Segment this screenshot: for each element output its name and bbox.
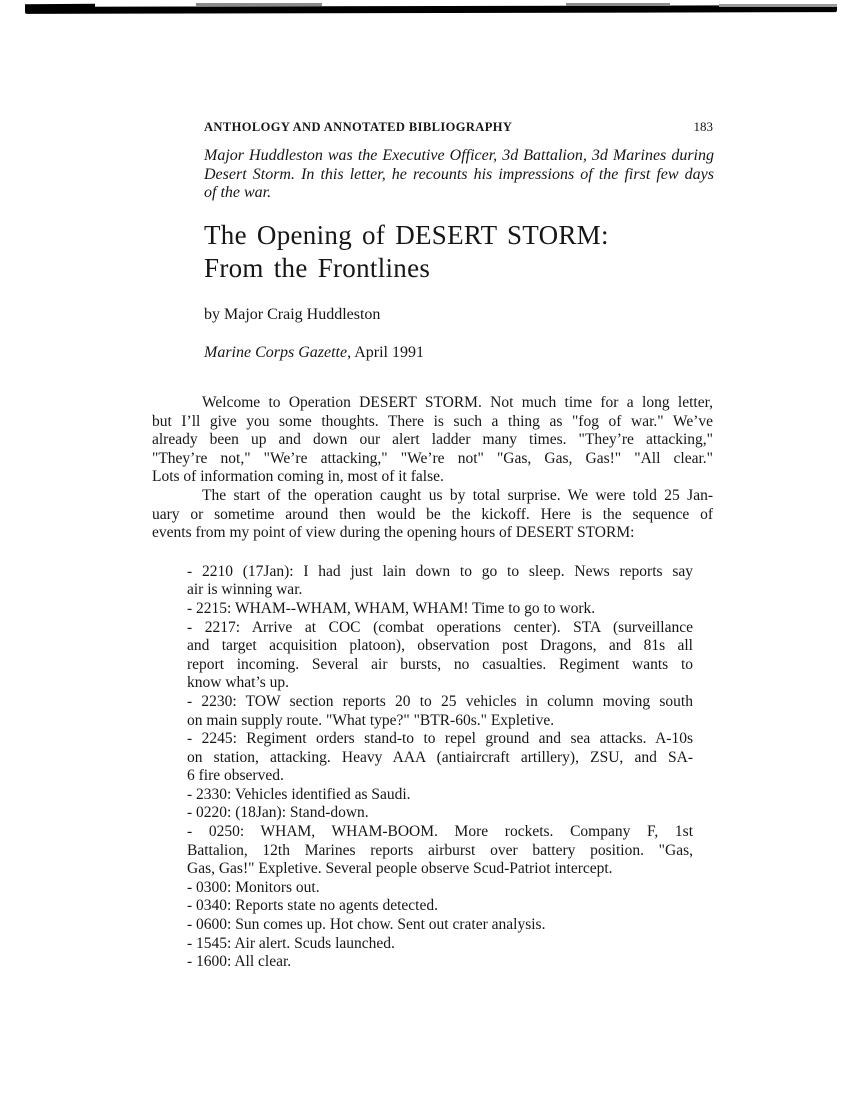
text-line: events from my point of view during the opening hours of DESERT STORM: <box>152 524 635 542</box>
text-line: report incoming. Several air bursts, no casualties. Regiment wants to <box>187 655 693 673</box>
scan-artifact-blob <box>25 4 95 9</box>
letter-body <box>152 394 713 972</box>
text-line: - 2245: Regiment orders stand-to to repel ground and sea attacks. A-10s <box>187 730 693 748</box>
paragraph <box>152 394 713 487</box>
text-line: "They’re not," "We’re attacking," "We’re not" "Gas, Gas, Gas!" "All clear." <box>152 449 713 467</box>
text-line: - 1600: All clear. <box>187 953 292 971</box>
text-line: Lots of information coming in, most of it false. <box>152 468 444 486</box>
text-line: - 2215: WHAM--WHAM, WHAM, WHAM! Time to go to work. <box>187 599 596 617</box>
timeline-entry <box>187 879 693 898</box>
timeline-entry <box>187 897 693 916</box>
timeline-entry <box>187 786 693 805</box>
text-line: Welcome to Operation DESERT STORM. Not much time for a long letter, <box>202 394 713 411</box>
editorial-note <box>204 147 714 203</box>
text-line: - 0220: (18Jan): Stand-down. <box>187 804 369 822</box>
text-line: 6 fire observed. <box>187 767 284 785</box>
text-line: but I’ll give you some thoughts. There is such a thing as "fog of war." We’ve <box>152 412 713 430</box>
timeline-entry <box>187 693 693 730</box>
article-title <box>204 219 713 285</box>
text-line: - 2330: Vehicles identified as Saudi. <box>187 785 411 803</box>
text-line: Desert Storm. In this letter, he recounts his impressions of the first few days <box>204 165 714 183</box>
text-line: already been up and down our alert ladder many times. "They’re attacking," <box>152 431 713 449</box>
text-line: - 0600: Sun comes up. Hot chow. Sent out crater analysis. <box>187 916 546 934</box>
text-line: air is winning war. <box>187 581 303 599</box>
text-line: uary or sometime around then would be the kickoff. Here is the sequence of <box>152 505 713 523</box>
text-line: - 2230: TOW section reports 20 to 25 vehicles in column moving south <box>187 692 693 710</box>
timeline-entry <box>187 823 693 879</box>
journal-title: Marine Corps Gazette <box>204 344 348 361</box>
timeline-entry <box>187 804 693 823</box>
byline: by Major Craig Huddleston <box>204 306 381 323</box>
page-content <box>152 0 713 1105</box>
article-title-line-1: The Opening of DESERT STORM: <box>204 220 609 250</box>
text-line: The start of the operation caught us by total surprise. We were told 25 Jan- <box>202 486 713 504</box>
running-header <box>204 119 713 135</box>
text-line: on main supply route. "What type?" "BTR-60s." Expletive. <box>187 711 555 729</box>
timeline-entry <box>187 916 693 935</box>
scan-artifact-gray-strip <box>719 4 837 7</box>
text-line: - 0250: WHAM, WHAM-BOOM. More rockets. Company F, 1st <box>187 823 693 841</box>
timeline-entry <box>187 619 693 693</box>
text-line: - 2217: Arrive at COC (combat operations center). STA (surveillance <box>187 618 693 636</box>
text-line: - 0300: Monitors out. <box>187 878 320 896</box>
text-line: - 0340: Reports state no agents detected. <box>187 897 438 915</box>
source-date: , April 1991 <box>347 344 424 361</box>
timeline-list <box>187 563 693 972</box>
running-title: ANTHOLOGY AND ANNOTATED BIBLIOGRAPHY <box>204 120 513 134</box>
paragraph <box>152 487 713 543</box>
timeline-entry <box>187 953 693 972</box>
article-title-line-2: From the Frontlines <box>204 253 431 283</box>
text-line: Major Huddleston was the Executive Officer, 3d Battalion, 3d Marines during <box>204 147 714 164</box>
timeline-entry <box>187 730 693 786</box>
text-line: - 1545: Air alert. Scuds launched. <box>187 934 395 952</box>
text-line: - 2210 (17Jan): I had just lain down to go to sleep. News reports say <box>187 562 693 580</box>
text-line: and target acquisition platoon), observation post Dragons, and 81s all <box>187 637 693 655</box>
text-line: know what’s up. <box>187 674 290 692</box>
timeline-entry <box>187 563 693 600</box>
source-citation <box>204 344 424 362</box>
text-line: on station, attacking. Heavy AAA (antiaircraft artillery), ZSU, and SA- <box>187 748 693 766</box>
timeline-entry <box>187 935 693 954</box>
text-line: Gas, Gas!" Expletive. Several people observe Scud-Patriot intercept. <box>187 860 613 878</box>
text-line: Battalion, 12th Marines reports airburst over battery position. "Gas, <box>187 841 693 859</box>
text-line: of the war. <box>204 184 272 202</box>
page-number: 183 <box>693 119 713 134</box>
timeline-entry <box>187 600 693 619</box>
